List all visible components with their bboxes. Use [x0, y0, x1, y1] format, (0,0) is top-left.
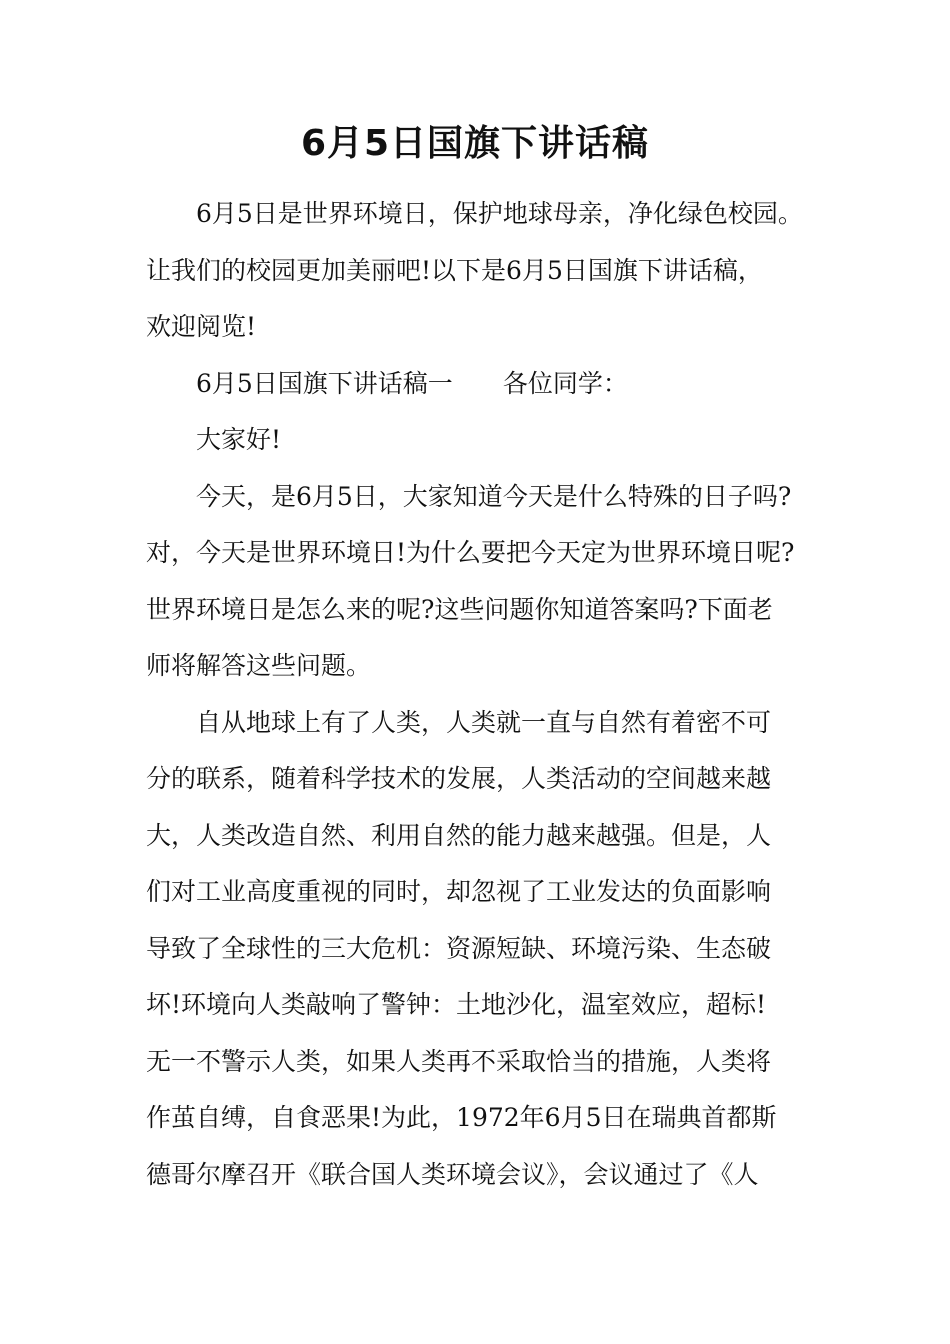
text-line: 无一不警示人类，如果人类再不采取恰当的措施，人类将: [146, 1046, 772, 1076]
document-body: [146, 186, 816, 1203]
text-line: 欢迎阅览!: [146, 312, 257, 341]
text-line: 分的联系，随着科学技术的发展，人类活动的空间越来越: [146, 764, 772, 793]
text-line: 师将解答这些问题。: [146, 651, 372, 680]
text-line: 坏!环境向人类敲响了警钟：土地沙化，温室效应，超标!: [146, 990, 767, 1019]
text-line: 导致了全球性的三大危机：资源短缺、环境污染、生态破: [146, 933, 772, 963]
text-line: 作茧自缚，自食恶果!为此，1972年6月5日在瑞典首都斯: [146, 1103, 777, 1132]
text-line: 们对工业高度重视的同时，却忽视了工业发达的负面影响: [146, 877, 772, 906]
text-line: 德哥尔摩召开《联合国人类环境会议》，会议通过了《人: [146, 1159, 759, 1189]
text-line: 6月5日国旗下讲话稿一 各位同学：: [196, 368, 628, 398]
text-line: 自从地球上有了人类，人类就一直与自然有着密不可: [196, 707, 772, 737]
text-line: 世界环境日是怎么来的呢?这些问题你知道答案吗?下面老: [146, 594, 773, 624]
text-line: 大家好!: [196, 425, 282, 454]
text-line: 让我们的校园更加美丽吧!以下是6月5日国旗下讲话稿，: [146, 255, 763, 285]
document-title: 6月5日国旗下讲话稿: [300, 123, 650, 164]
text-line: 6月5日是世界环境日，保护地球母亲，净化绿色校园。: [196, 199, 803, 228]
text-line: 今天，是6月5日，大家知道今天是什么特殊的日子吗?: [196, 481, 792, 511]
text-line: 大，人类改造自然、利用自然的能力越来越强。但是，人: [146, 820, 772, 850]
text-line: 对，今天是世界环境日!为什么要把今天定为世界环境日呢?: [146, 538, 795, 567]
